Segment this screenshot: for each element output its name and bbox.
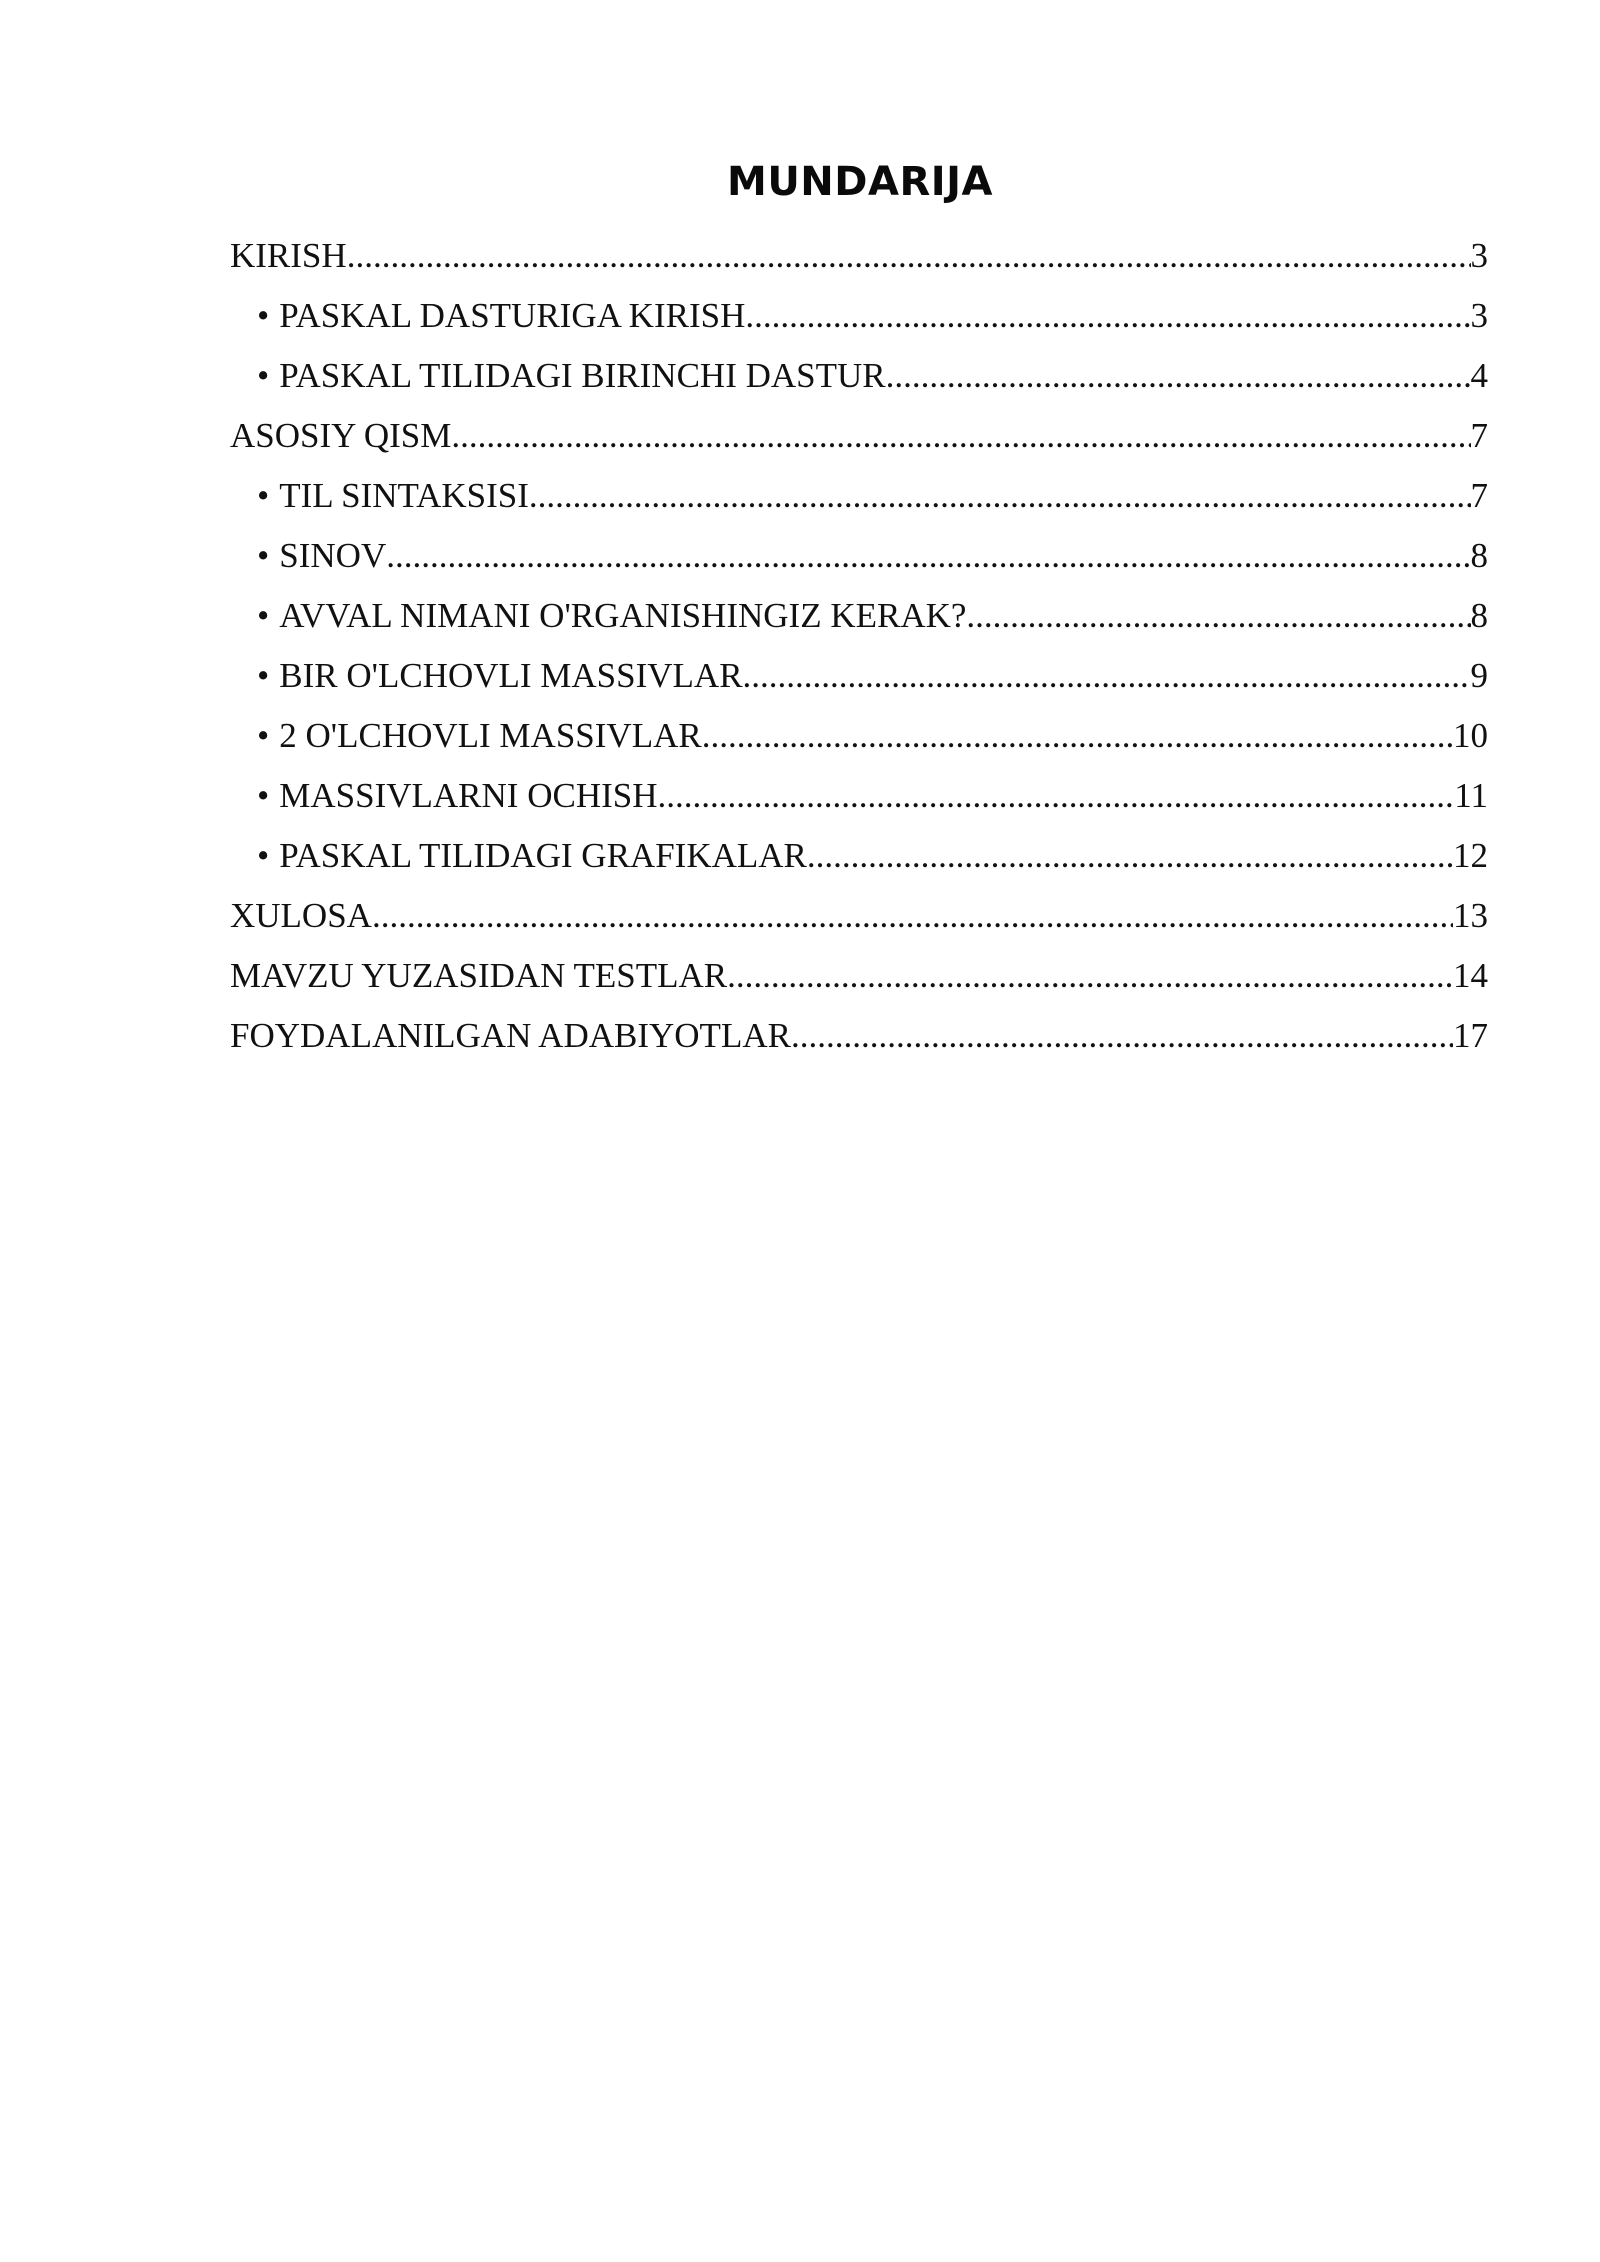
toc-page-number: 4 xyxy=(1470,356,1488,395)
toc-entry[interactable] xyxy=(230,1006,1488,1066)
bullet-icon: • xyxy=(257,476,270,515)
toc-page-number: 7 xyxy=(1470,476,1488,515)
toc-page-number: 7 xyxy=(1470,416,1488,455)
toc-entry-text: FOYDALANILGAN ADABIYOTLAR xyxy=(230,1016,791,1055)
toc-leader-dots xyxy=(658,766,1455,826)
toc-page-number: 17 xyxy=(1453,1016,1488,1055)
bullet-icon: • xyxy=(257,656,270,695)
toc-leader-dots xyxy=(886,346,1471,406)
toc-entry-text: ASOSIY QISM xyxy=(230,416,452,455)
toc-entry-text: BIR O'LCHOVLI MASSIVLAR xyxy=(279,656,743,695)
toc-entry-text: TIL SINTAKSISI xyxy=(279,476,529,515)
toc-entry-text: KIRISH xyxy=(230,236,347,275)
toc-entry-text: PASKAL DASTURIGA KIRISH xyxy=(279,296,746,335)
toc-page-number: 12 xyxy=(1453,836,1488,875)
toc-entry-text: PASKAL TILIDAGI BIRINCHI DASTUR xyxy=(279,356,886,395)
bullet-icon: • xyxy=(257,716,270,755)
toc-entry[interactable] xyxy=(230,526,1488,586)
toc-entry[interactable] xyxy=(230,886,1488,946)
toc-entry[interactable] xyxy=(230,286,1488,346)
toc-page-number: 13 xyxy=(1453,896,1488,935)
toc-entry-text: MAVZU YUZASIDAN TESTLAR xyxy=(230,956,728,995)
toc-entry[interactable] xyxy=(230,346,1488,406)
toc-leader-dots xyxy=(451,406,1470,466)
toc-leader-dots xyxy=(807,826,1453,886)
bullet-icon: • xyxy=(257,356,270,395)
toc-leader-dots xyxy=(727,946,1453,1006)
toc-entry[interactable] xyxy=(230,466,1488,526)
bullet-icon: • xyxy=(257,836,270,875)
toc-page-number: 8 xyxy=(1470,596,1488,635)
toc-entry[interactable] xyxy=(230,406,1488,466)
bullet-icon: • xyxy=(257,536,270,575)
toc-entry-text: MASSIVLARNI OCHISH xyxy=(279,776,658,815)
toc-list xyxy=(230,226,1488,1066)
toc-leader-dots xyxy=(791,1006,1453,1066)
toc-leader-dots xyxy=(372,886,1453,946)
toc-page-number: 11 xyxy=(1454,776,1488,815)
toc-leader-dots xyxy=(702,706,1453,766)
toc-entry-text: XULOSA xyxy=(230,896,372,935)
bullet-icon: • xyxy=(257,776,270,815)
toc-leader-dots xyxy=(745,286,1470,346)
toc-entry[interactable] xyxy=(230,646,1488,706)
toc-entry[interactable] xyxy=(230,766,1488,826)
toc-entry[interactable] xyxy=(230,226,1488,286)
toc-entry[interactable] xyxy=(230,946,1488,1006)
toc-leader-dots xyxy=(529,466,1471,526)
toc-leader-dots xyxy=(347,226,1471,286)
bullet-icon: • xyxy=(257,296,270,335)
toc-entry-text: 2 O'LCHOVLI MASSIVLAR xyxy=(279,716,702,755)
toc-entry[interactable] xyxy=(230,586,1488,646)
toc-page-number: 8 xyxy=(1470,536,1488,575)
toc-entry[interactable] xyxy=(230,706,1488,766)
toc-page-number: 3 xyxy=(1470,296,1488,335)
toc-leader-dots xyxy=(966,586,1470,646)
toc-page-number: 10 xyxy=(1453,716,1488,755)
toc-entry-text: AVVAL NIMANI O'RGANISHINGIZ KERAK? xyxy=(279,596,967,635)
toc-leader-dots xyxy=(743,646,1471,706)
bullet-icon: • xyxy=(257,596,270,635)
toc-entry[interactable] xyxy=(230,826,1488,886)
toc-page-number: 3 xyxy=(1470,236,1488,275)
toc-leader-dots xyxy=(386,526,1470,586)
toc-page-number: 9 xyxy=(1470,656,1488,695)
toc-title: MUNDARIJA xyxy=(727,159,993,205)
toc-entry-text: SINOV xyxy=(279,536,387,575)
toc-entry-text: PASKAL TILIDAGI GRAFIKALAR xyxy=(279,836,807,875)
toc-page-number: 14 xyxy=(1453,956,1488,995)
